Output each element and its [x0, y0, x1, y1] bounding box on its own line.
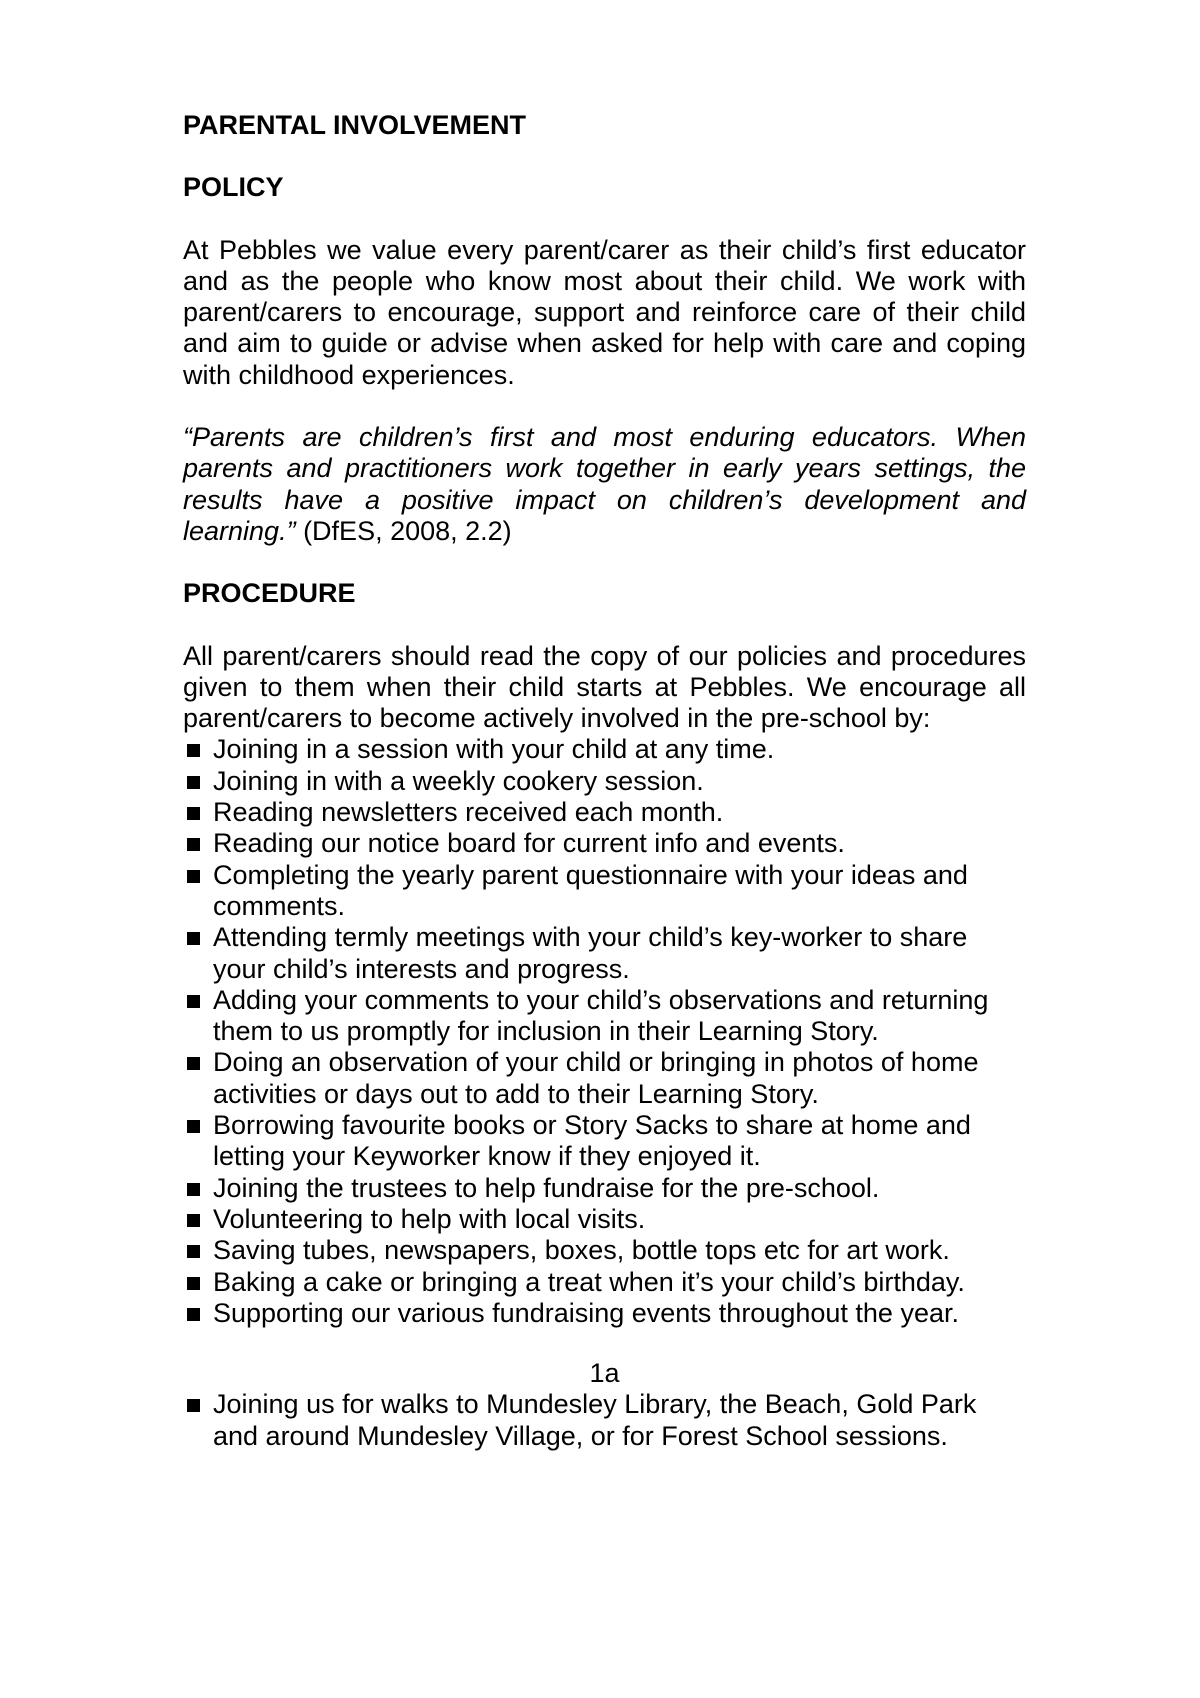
quote-text: “Parents are children’s first and most enduring educators. When parents and practitioners work together in early years settings, the results have a positive impact on children’s development and learning.”	[183, 422, 1026, 546]
list-item-text: Reading newsletters received each month.	[213, 797, 724, 828]
list-item	[183, 985, 1026, 1048]
page-number: 1a	[589, 1358, 620, 1389]
list-item	[183, 1235, 1026, 1266]
square-bullet-icon	[187, 1308, 200, 1321]
square-bullet-icon	[187, 776, 200, 789]
document-title: PARENTAL INVOLVEMENT	[183, 110, 527, 140]
list-item-text: Borrowing favourite books or Story Sacks to share at home and letting your Keyworker know if they enjoyed it.	[213, 1110, 971, 1172]
procedure-intro: All parent/carers should read the copy of our policies and procedures given to them when their child starts at Pebbles. We encourage all parent/carers to become actively involved in the pre-school by:	[183, 640, 1026, 734]
list-item-text: Completing the yearly parent questionnaire with your ideas and comments.	[213, 859, 968, 921]
procedure-heading: PROCEDURE	[183, 578, 356, 609]
square-bullet-icon	[187, 807, 200, 820]
list-item	[183, 860, 1026, 923]
list-item-text: Adding your comments to your child’s observations and returning them to us promptly for inclusion in their Learning Story.	[213, 984, 989, 1047]
list-item	[183, 797, 1026, 828]
list-item-text: Baking a cake or bringing a treat when it’s your child’s birthday.	[213, 1266, 965, 1297]
square-bullet-icon	[187, 1120, 200, 1133]
list-item-text: Joining in a session with your child at any time.	[213, 734, 775, 765]
list-item	[183, 922, 1026, 985]
list-item	[183, 828, 1026, 859]
document-page	[183, 110, 1026, 1452]
list-item-text: Doing an observation of your child or bringing in photos of home activities or days out to add to their Learning Story.	[213, 1047, 979, 1109]
list-item	[183, 1173, 1026, 1204]
list-item	[183, 1204, 1026, 1235]
policy-heading: POLICY	[183, 172, 284, 203]
list-item-text: Joining in with a weekly cookery session.	[213, 765, 704, 796]
continued-bullet-list	[183, 1389, 1026, 1452]
square-bullet-icon	[187, 1214, 200, 1227]
list-item	[183, 1110, 1026, 1173]
list-item-text: Saving tubes, newspapers, boxes, bottle tops etc for art work.	[213, 1235, 950, 1266]
list-item-text: Attending termly meetings with your child’s key-worker to share your child’s interests and progress.	[213, 922, 968, 984]
square-bullet-icon	[187, 838, 200, 851]
list-item	[183, 1389, 1026, 1452]
list-item-text: Supporting our various fundraising events throughout the year.	[213, 1297, 959, 1328]
list-item	[183, 1298, 1026, 1329]
square-bullet-icon	[187, 744, 200, 757]
square-bullet-icon	[187, 870, 200, 883]
list-item	[183, 734, 1026, 765]
square-bullet-icon	[187, 995, 200, 1008]
list-item	[183, 766, 1026, 797]
square-bullet-icon	[187, 932, 200, 945]
square-bullet-icon	[187, 1057, 200, 1070]
list-item-text: Volunteering to help with local visits.	[213, 1203, 646, 1234]
square-bullet-icon	[187, 1183, 200, 1196]
list-item	[183, 1047, 1026, 1110]
list-item-text: Joining us for walks to Mundesley Library, the Beach, Gold Park and around Mundesley Village, or for Forest School sessions.	[213, 1389, 977, 1451]
list-item-text: Joining the trustees to help fundraise for the pre-school.	[213, 1172, 880, 1203]
square-bullet-icon	[187, 1245, 200, 1258]
policy-paragraph: At Pebbles we value every parent/carer as their child’s first educator and as the people who know most about their child. We work with parent/carers to encourage, support and reinforce care of their child and aim to guide or advise when asked for help with care and coping with childhood experiences.	[183, 234, 1026, 390]
square-bullet-icon	[187, 1399, 200, 1412]
square-bullet-icon	[187, 1277, 200, 1290]
quote-citation: (DfES, 2008, 2.2)	[295, 515, 512, 546]
list-item-text: Reading our notice board for current info and events.	[213, 828, 845, 859]
list-item	[183, 1267, 1026, 1298]
quote-paragraph	[183, 422, 1026, 547]
procedure-bullet-list	[183, 734, 1026, 1329]
